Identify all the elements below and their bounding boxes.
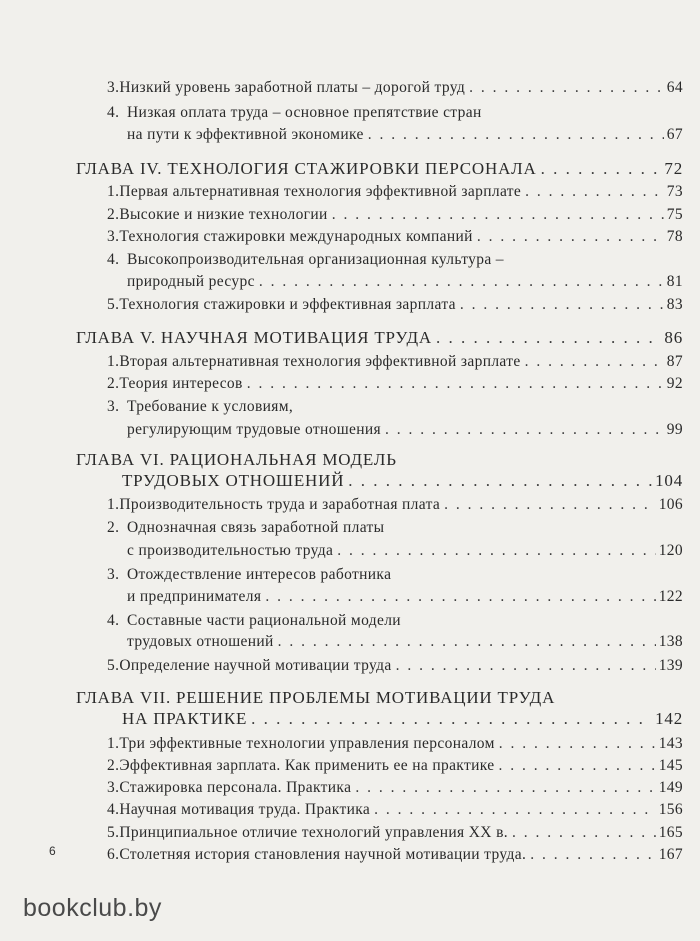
toc-entry-title: Составные части рациональной модели: [127, 612, 401, 629]
toc-leader-dots: [355, 778, 655, 798]
toc-entry-number: 1.: [107, 496, 120, 513]
toc-entry-row: [107, 734, 683, 754]
toc-entry-title: природный ресурс: [127, 273, 255, 290]
toc-entry-title: Первая альтернативная технология эффективной зарплате: [119, 183, 522, 200]
toc-page-number: 81: [666, 273, 683, 290]
toc-leader-dots: [525, 182, 664, 202]
toc-leader-dots: [525, 352, 664, 372]
toc-entry-row: [107, 756, 683, 776]
toc-entry-number: 5.: [107, 824, 120, 841]
toc-entry-row: [127, 632, 683, 652]
toc-page-number: 75: [666, 206, 683, 223]
toc-entry-row: [107, 518, 683, 538]
toc-leader-dots: [368, 125, 664, 145]
toc-entry-row: [127, 420, 683, 440]
toc-entry-row: [107, 845, 683, 865]
toc-entry-row: [107, 495, 683, 515]
toc-entry-title: Низкий уровень заработной платы – дорогой труд: [119, 79, 466, 96]
toc-entry-number: 3.: [107, 566, 120, 583]
toc-entry-title: Три эффективные технологии управления персоналом: [119, 735, 495, 752]
toc-entry-number: 4.: [107, 612, 120, 629]
toc-entry-number: 1.: [107, 353, 120, 370]
toc-leader-dots: [436, 328, 661, 348]
toc-leader-dots: [385, 420, 664, 440]
toc-entry-title: ГЛАВА V. НАУЧНАЯ МОТИВАЦИЯ ТРУДА: [76, 328, 432, 347]
toc-entry-row: [107, 205, 683, 225]
toc-page-number: 67: [666, 126, 683, 143]
site-watermark: bookclub.by: [23, 894, 162, 922]
toc-entry-title: Столетняя история становления научной мотивации труда.: [119, 846, 527, 863]
toc-leader-dots: [251, 709, 652, 729]
toc-page-number: 86: [664, 328, 683, 347]
toc-entry-title: ГЛАВА VII. РЕШЕНИЕ ПРОБЛЕМЫ МОТИВАЦИИ ТРУДА: [76, 688, 556, 707]
toc-leader-dots: [460, 295, 664, 315]
toc-entry-number: 4.: [107, 251, 120, 268]
toc-entry-title: Определение научной мотивации труда: [119, 657, 392, 674]
toc-entry-title: регулирующим трудовые отношения: [127, 421, 382, 438]
toc-leader-dots: [541, 159, 662, 179]
toc-entry-number: 1.: [107, 735, 120, 752]
toc-page-number: 122: [658, 588, 683, 605]
toc-entry-row: [107, 103, 683, 123]
toc-entry-title: Однозначная связь заработной платы: [127, 519, 385, 536]
toc-entry-number: 5.: [107, 296, 120, 313]
toc-entry-title: и предпринимателя: [127, 588, 262, 605]
toc-entry-number: 4.: [107, 104, 120, 121]
toc-entry-number: 2.: [107, 519, 120, 536]
toc-chapter-row: [122, 709, 683, 729]
toc-chapter-row: [76, 688, 683, 708]
toc-page-number: 120: [658, 542, 683, 559]
toc-leader-dots: [265, 587, 655, 607]
toc-entry-row: [107, 823, 683, 843]
page-number: 6: [49, 844, 56, 858]
toc-leader-dots: [469, 78, 664, 98]
toc-entry-number: 2.: [107, 757, 120, 774]
toc-page-number: 72: [664, 159, 683, 178]
toc-entry-number: 4.: [107, 801, 120, 818]
toc-entry-title: Технология стажировки и эффективная зарплата: [119, 296, 456, 313]
toc-leader-dots: [247, 374, 664, 394]
toc-leader-dots: [337, 541, 655, 561]
toc-entry-title: Высокопроизводительная организационная культура –: [127, 251, 504, 268]
toc-entry-row: [107, 565, 683, 585]
toc-chapter-row: [122, 471, 683, 491]
toc-entry-row: [107, 611, 683, 631]
toc-entry-row: [107, 778, 683, 798]
toc-chapter-row: [76, 450, 683, 470]
toc-leader-dots: [477, 227, 664, 247]
toc-entry-title: Вторая альтернативная технология эффективной зарплате: [119, 353, 521, 370]
toc-leader-dots: [396, 656, 656, 676]
toc-page-number: 142: [655, 709, 683, 728]
toc-entry-number: 2.: [107, 206, 120, 223]
toc-entry-number: 2.: [107, 375, 120, 392]
toc-leader-dots: [332, 205, 664, 225]
toc-chapter-row: [76, 159, 683, 179]
toc-page-number: 92: [666, 375, 683, 392]
toc-entry-title: трудовых отношений: [127, 633, 274, 650]
toc-entry-title: Производительность труда и заработная плата: [119, 496, 441, 513]
toc-entry-row: [107, 656, 683, 676]
toc-entry-title: на пути к эффективной экономике: [127, 126, 364, 143]
toc-entry-row: [127, 125, 683, 145]
toc-entry-title: Требование к условиям,: [127, 398, 294, 415]
toc-leader-dots: [259, 272, 664, 292]
toc-leader-dots: [348, 471, 652, 491]
toc-leader-dots: [530, 845, 656, 865]
toc-entry-title: Отождествление интересов работника: [127, 566, 392, 583]
toc-page-number: 138: [658, 633, 683, 650]
toc-chapter-row: [76, 328, 683, 348]
toc-entry-row: [107, 374, 683, 394]
toc-entry-number: 6.: [107, 846, 120, 863]
toc-entry-title: ГЛАВА IV. ТЕХНОЛОГИЯ СТАЖИРОВКИ ПЕРСОНАЛА: [76, 159, 537, 178]
toc-page-number: 87: [666, 353, 683, 370]
toc-page-number: 143: [658, 735, 683, 752]
toc-entry-title: Теория интересов: [119, 375, 243, 392]
toc-entry-row: [107, 227, 683, 247]
toc-leader-dots: [499, 734, 656, 754]
toc-leader-dots: [278, 632, 656, 652]
toc-page-number: 104: [655, 471, 683, 490]
toc-page-number: 165: [658, 824, 683, 841]
toc-entry-row: [127, 587, 683, 607]
toc-entry-number: 1.: [107, 183, 120, 200]
toc-entry-row: [107, 78, 683, 98]
toc-entry-row: [107, 397, 683, 417]
toc-entry-row: [127, 541, 683, 561]
toc-page-number: 156: [658, 801, 683, 818]
toc-page-number: 78: [666, 228, 683, 245]
toc-entry-number: 3.: [107, 398, 120, 415]
toc-leader-dots: [512, 823, 656, 843]
toc-page-number: 139: [658, 657, 683, 674]
toc-entry-title: Высокие и низкие технологии: [119, 206, 328, 223]
toc-entry-number: 3.: [107, 79, 120, 96]
toc-entry-title: с производительностью труда: [127, 542, 334, 559]
toc-entry-row: [107, 182, 683, 202]
toc-entry-row: [107, 295, 683, 315]
toc-page-number: 99: [666, 421, 683, 438]
toc-entry-title: ТРУДОВЫХ ОТНОШЕНИЙ: [122, 471, 345, 490]
toc-entry-title: Низкая оплата труда – основное препятствие стран: [127, 104, 482, 121]
toc-page-number: 167: [658, 846, 683, 863]
toc-leader-dots: [498, 756, 655, 776]
toc-page-number: 145: [658, 757, 683, 774]
toc-page-number: 64: [666, 79, 683, 96]
toc-page-number: 73: [666, 183, 683, 200]
toc-entry-title: НА ПРАКТИКЕ: [122, 709, 248, 728]
toc-entry-title: ГЛАВА VI. РАЦИОНАЛЬНАЯ МОДЕЛЬ: [76, 450, 397, 469]
toc-page-number: 106: [658, 496, 683, 513]
toc-entry-row: [127, 272, 683, 292]
toc-leader-dots: [374, 800, 656, 820]
toc-entry-title: Технология стажировки международных компаний: [119, 228, 473, 245]
toc-entry-row: [107, 250, 683, 270]
toc-entry-row: [107, 352, 683, 372]
toc-entry-number: 5.: [107, 657, 120, 674]
toc-entry-title: Эффективная зарплата. Как применить ее на практике: [119, 757, 495, 774]
toc-entry-title: Стажировка персонала. Практика: [119, 779, 352, 796]
toc-entry-title: Научная мотивация труда. Практика: [119, 801, 371, 818]
toc-entry-row: [107, 800, 683, 820]
toc-entry-number: 3.: [107, 779, 120, 796]
toc-entry-title: Принципиальное отличие технологий управления XX в.: [119, 824, 508, 841]
toc-entry-number: 3.: [107, 228, 120, 245]
toc-page-number: 149: [658, 779, 683, 796]
toc-leader-dots: [444, 495, 656, 515]
toc-page-number: 83: [666, 296, 683, 313]
